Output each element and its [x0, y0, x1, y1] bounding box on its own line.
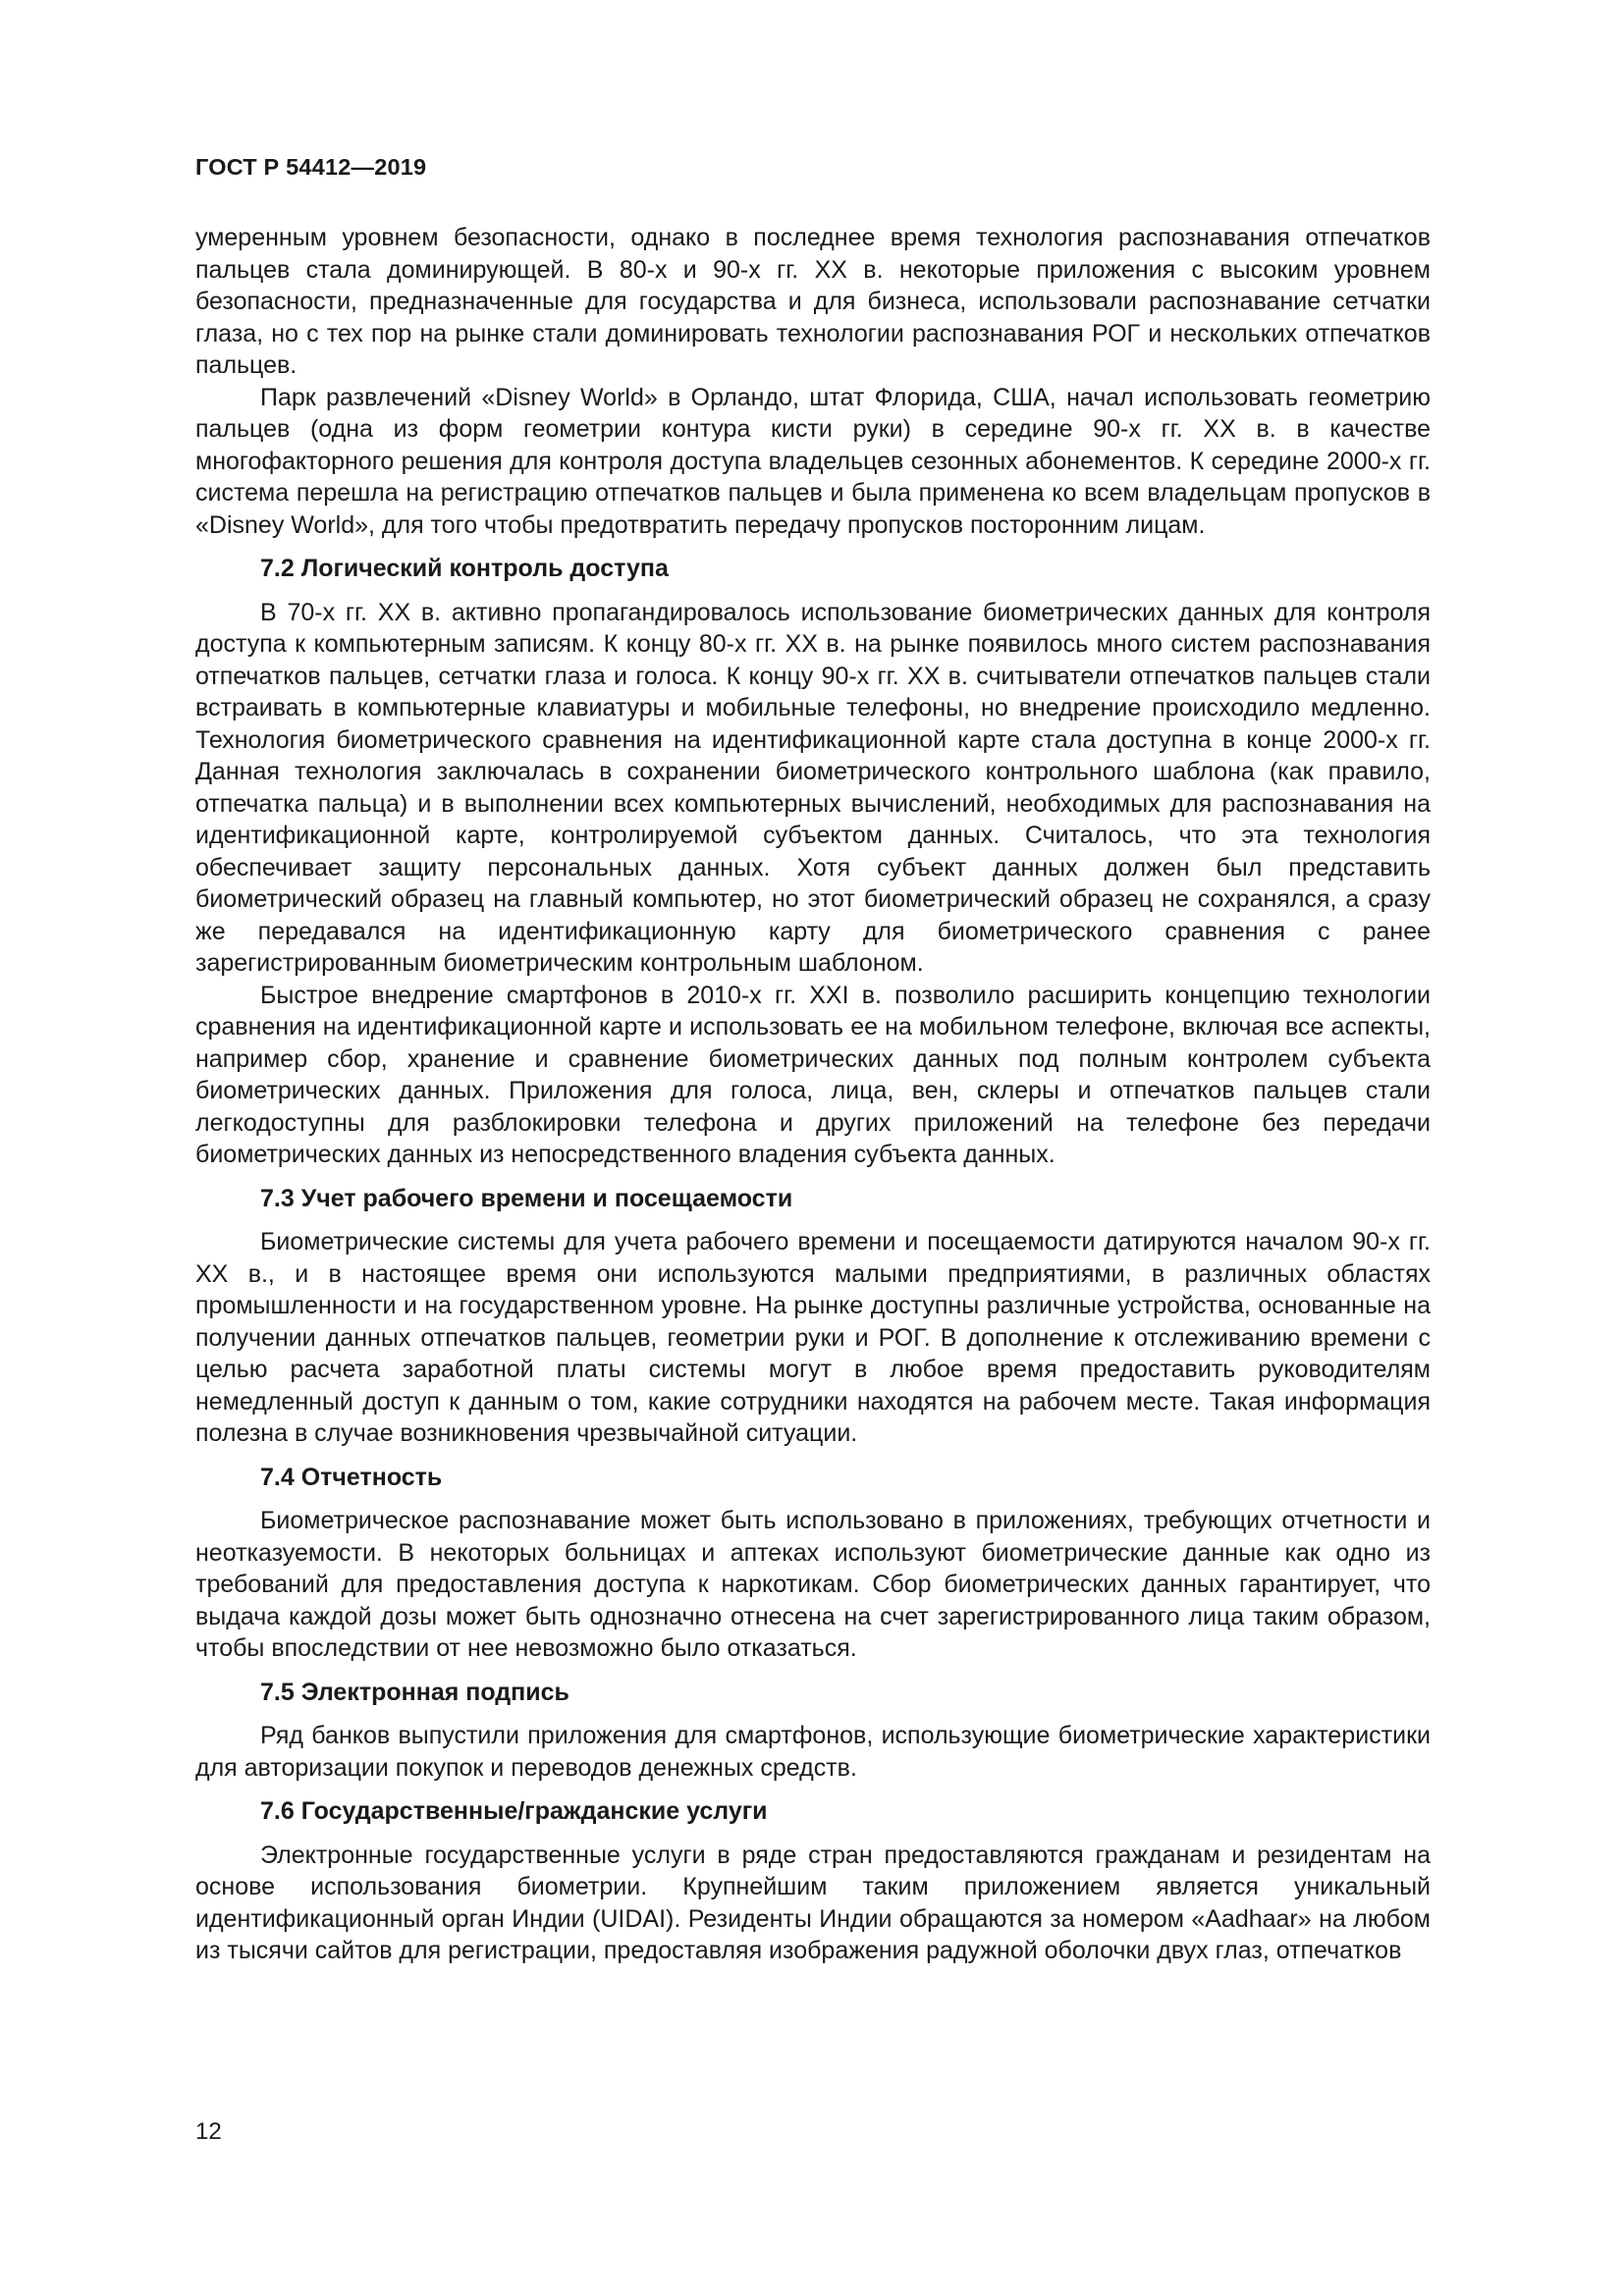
section-heading-7-5: 7.5 Электронная подпись: [260, 1678, 569, 1706]
paragraph: Ряд банков выпустили приложения для смартфонов, использующие биометрические характеристики для авторизации покупок и переводов денежных средств.: [195, 1722, 1431, 1782]
section-heading-7-2: 7.2 Логический контроль доступа: [260, 555, 669, 582]
section-heading-7-6: 7.6 Государственные/гражданские услуги: [260, 1797, 768, 1825]
paragraph: В 70-х гг. XX в. активно пропагандировалось использование биометрических данных для контроля доступа к компьютерным записям. К концу 80-х гг. XX в. на рынке появилось много систем распознавания отпечатков пальцев, сетчатки глаза и голоса. К концу 90-х гг. XX в. считыватели отпечатков пальцев стали встраивать в компьютерные клавиатуры и мобильные телефоны, но внедрение происходило медленно. Технология биометрического сравнения на идентификационной карте стала доступна в конце 2000-х гг. Данная технология заключалась в сохранении биометрического контрольного шаблона (как правило, отпечатка пальца) и в выполнении всех компьютерных вычислений, необходимых для распознавания на идентификационной карте, контролируемой субъектом данных. Считалось, что эта технология обеспечивает защиту персональных данных. Хотя субъект данных должен был представить биометрический образец на главный компьютер, но этот биометрический образец не сохранялся, а сразу же передавался на идентификационную карту для биометрического сравнения с ранее зарегистрированным биометрическим контрольным шаблоном.: [195, 598, 1431, 977]
paragraph: Электронные государственные услуги в ряде стран предоставляются гражданам и резидентам на основе использования биометрии. Крупнейшим таким приложением является уникальный идентификационный орган Индии (UIDAI). Резиденты Индии обращаются за номером «Aadhaar» на любом из тысячи сайтов для регистрации, предоставляя изображения радужной оболочки двух глаз, отпечатков: [195, 1841, 1431, 1964]
page-number: 12: [195, 2118, 222, 2145]
paragraph: Быстрое внедрение смартфонов в 2010-х гг. XXI в. позволило расширить концепцию технологии сравнения на идентификационной карте и использовать ее на мобильном телефоне, включая все аспекты, например сбор, хранение и сравнение биометрических данных под полным контролем субъекта биометрических данных. Приложения для голоса, лица, вен, склеры и отпечатков пальцев стали легкодоступны для разблокировки телефона и других приложений на телефоне без передачи биометрических данных из непосредственного владения субъекта данных.: [195, 981, 1431, 1168]
paragraph: умеренным уровнем безопасности, однако в последнее время технология распознавания отпечатков пальцев стала доминирующей. В 80-х и 90-х гг. XX в. некоторые приложения с высоким уровнем безопасности, предназначенные для государства и для бизнеса, использовали распознавание сетчатки глаза, но с тех пор на рынке стали доминировать технологии распознавания РОГ и нескольких отпечатков пальцев.: [195, 224, 1431, 379]
section-heading-7-4: 7.4 Отчетность: [260, 1463, 443, 1491]
document-id-header: ГОСТ Р 54412—2019: [195, 154, 427, 180]
paragraph: Биометрическое распознавание может быть использовано в приложениях, требующих отчетности и неотказуемости. В некоторых больницах и аптеках используют биометрические данные как одно из требований для предоставления доступа к наркотикам. Сбор биометрических данных гарантирует, что выдача каждой дозы может быть однозначно отнесена на счет зарегистрированного лица таким образом, чтобы впоследствии от нее невозможно было отказаться.: [195, 1507, 1431, 1662]
section-heading-7-3: 7.3 Учет рабочего времени и посещаемости: [260, 1184, 793, 1212]
paragraph: Парк развлечений «Disney World» в Орландо, штат Флорида, США, начал использовать геометрию пальцев (одна из форм геометрии контура кисти руки) в середине 90-х гг. XX в. в качестве многофакторного решения для контроля доступа владельцев сезонных абонементов. К середине 2000-х гг. система перешла на регистрацию отпечатков пальцев и была применена ко всем владельцам пропусков в «Disney World», для того чтобы предотвратить передачу пропусков посторонним лицам.: [195, 383, 1431, 539]
page-body: [195, 222, 1431, 1967]
paragraph: Биометрические системы для учета рабочего времени и посещаемости датируются началом 90-х гг. XX в., и в настоящее время они используются малыми предприятиями, в различных областях промышленности и на государственном уровне. На рынке доступны различные устройства, основанные на получении данных отпечатков пальцев, геометрии руки и РОГ. В дополнение к отслеживанию времени с целью расчета заработной платы системы могут в любое время предоставить руководителям немедленный доступ к данным о том, какие сотрудники находятся на рабочем месте. Такая информация полезна в случае возникновения чрезвычайной ситуации.: [195, 1228, 1431, 1447]
